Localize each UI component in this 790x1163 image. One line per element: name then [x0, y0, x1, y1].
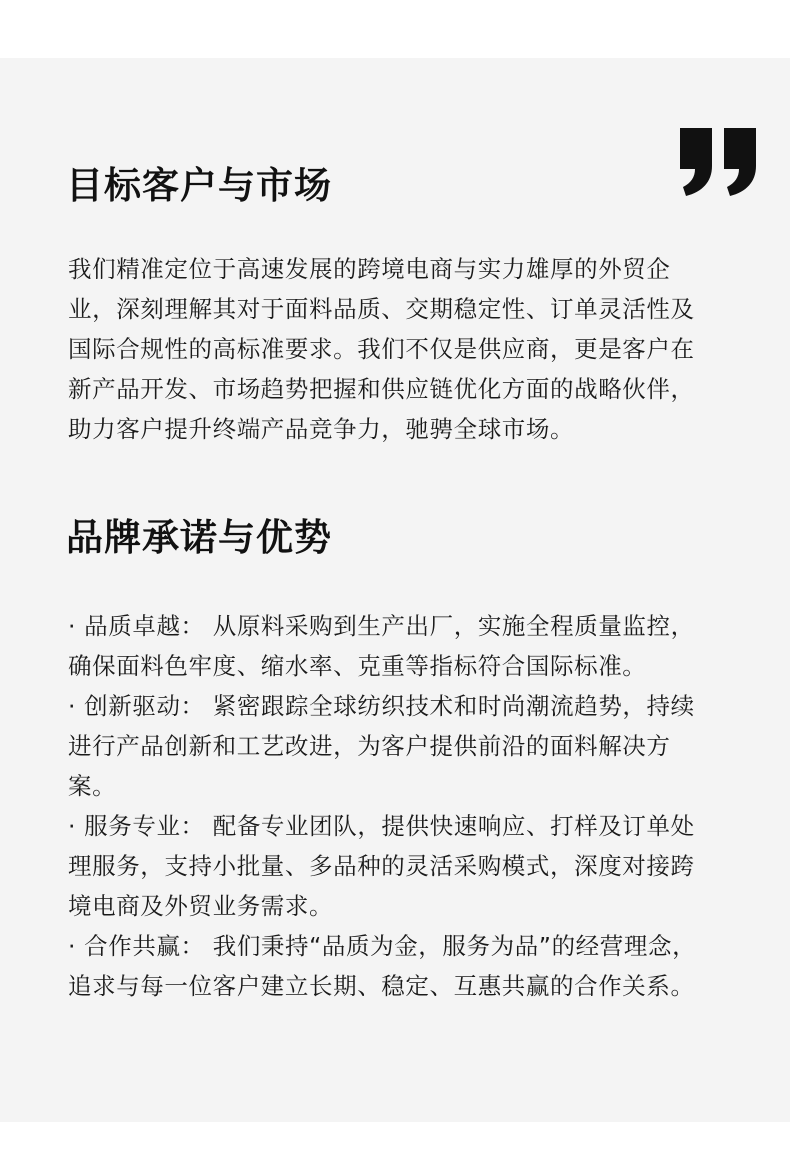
item-label: 创新驱动：: [84, 692, 213, 720]
list-item: [68, 926, 714, 1006]
section-title-brand-promise: 品牌承诺与优势: [66, 516, 332, 559]
item-label: 品质卓越：: [84, 612, 213, 640]
brand-promise-list: [68, 606, 714, 1006]
item-text: 配备专业团队，提供快速响应、打样及订单处理服务，支持小批量、多品种的灵活采购模式，深度对接跨境电商及外贸业务需求。: [68, 812, 695, 920]
quote-icon: [678, 126, 760, 196]
section-body-target-market: 我们精准定位于高速发展的跨境电商与实力雄厚的外贸企业，深刻理解其对于面料品质、交期稳定性、订单灵活性及国际合规性的高标准要求。我们不仅是供应商，更是客户在新产品开发、市场趋势把握和供应链优化方面的战略伙伴，助力客户提升终端产品竞争力，驰骋全球市场。: [68, 255, 695, 443]
bullet: ·: [68, 612, 85, 640]
item-text: 从原料采购到生产出厂，实施全程质量监控，确保面料色牢度、缩水率、克重等指标符合国际标准。: [68, 612, 695, 680]
item-text: 紧密跟踪全球纺织技术和时尚潮流趋势，持续进行产品创新和工艺改进，为客户提供前沿的面料解决方案。: [68, 692, 695, 800]
list-item: [68, 686, 714, 806]
item-label: 服务专业：: [84, 812, 213, 840]
list-item: [68, 606, 714, 686]
item-text: 我们秉持“品质为金，服务为品”的经营理念，追求与每一位客户建立长期、稳定、互惠共赢的合作关系。: [68, 932, 697, 1000]
list-item: [68, 806, 714, 926]
bullet: ·: [68, 692, 85, 720]
item-label: 合作共赢：: [84, 932, 213, 960]
bullet: ·: [68, 812, 85, 840]
bullet: ·: [68, 932, 85, 960]
section-title-target-market: 目标客户与市场: [66, 164, 332, 207]
